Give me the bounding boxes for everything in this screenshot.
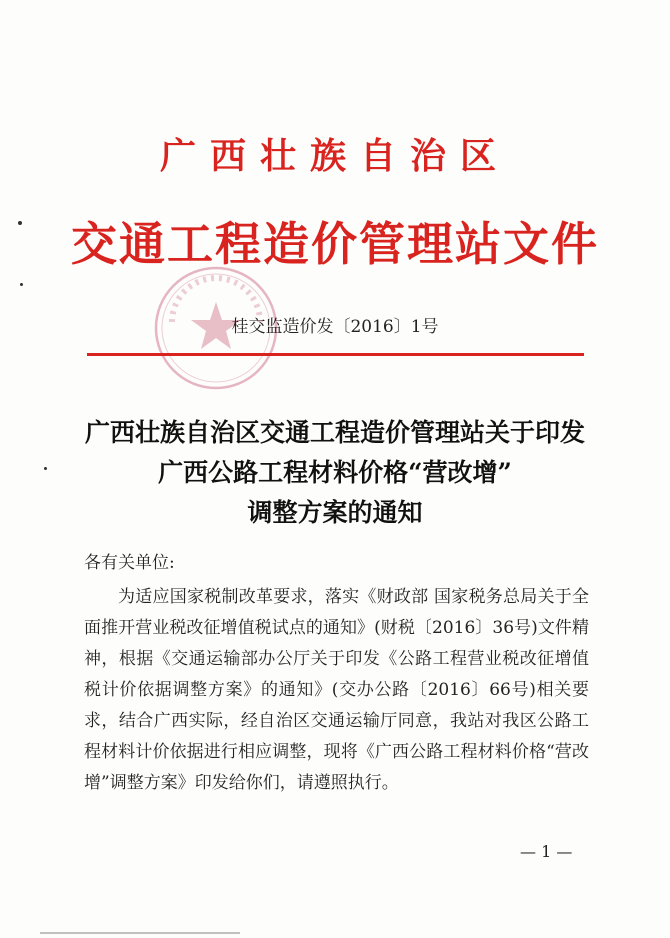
- salutation: 各有关单位:: [84, 553, 175, 573]
- title-line-2: 广西公路工程材料价格“营改增”: [158, 458, 512, 487]
- red-divider-line: [87, 353, 584, 356]
- issuer-office-document: 交通工程造价管理站文件: [71, 217, 599, 271]
- scan-speck: [18, 221, 22, 225]
- title-line-1: 广西壮族自治区交通工程造价管理站关于印发: [84, 418, 585, 447]
- issuer-region: 广西壮族自治区: [159, 135, 510, 177]
- scan-speck: [20, 283, 23, 286]
- document-title: [40, 413, 630, 533]
- document-number: 桂交监造价发〔2016〕1号: [231, 317, 439, 337]
- title-line-3: 调整方案的通知: [247, 498, 423, 527]
- scan-edge-mark: [40, 932, 240, 934]
- scan-speck: [44, 467, 47, 470]
- body-paragraph: 为适应国家税制改革要求，落实《财政部 国家税务总局关于全面推开营业税改征增值税试点的通知》(财税〔2016〕36号)文件精神，根据《交通运输部办公厅关于印发《公路工程营业税改征增值税计价依据调整方案》的通知》(交办公路〔2016〕66号)相关要求，结合广西实际，经自治区交通运输厅同意，我站对我区公路工程材料计价依据进行相应调整，现将《广西公路工程材料价格“营改增”调整方案》印发给你们，请遵照执行。: [84, 587, 589, 793]
- page-number: — 1 —: [520, 842, 573, 861]
